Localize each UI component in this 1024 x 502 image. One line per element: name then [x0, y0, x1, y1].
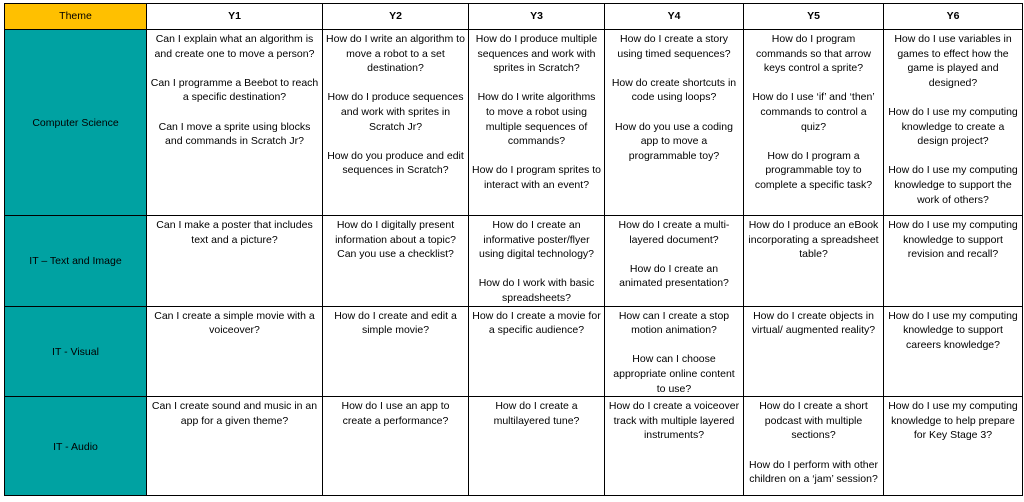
question: How do create shortcuts in code using loops?	[611, 76, 737, 104]
cell-y2	[323, 216, 469, 307]
question: How do I use ‘if’ and ‘then’ commands to control a quiz?	[752, 91, 875, 133]
cell-y5	[744, 306, 884, 397]
cell-y1	[147, 306, 323, 397]
question: Can I explain what an algorithm is and create one to move a person?	[154, 33, 315, 60]
cell-y6	[884, 306, 1023, 397]
curriculum-table	[4, 3, 1023, 496]
question: How do I produce sequences and work with sprites in Scratch Jr?	[327, 91, 464, 133]
cell-y3	[469, 30, 605, 216]
question: Can I create a simple movie with a voiceover?	[154, 309, 315, 337]
question: Can I create sound and music in an app for a given theme?	[151, 400, 318, 427]
question: How do I create a story using timed sequences?	[617, 33, 731, 60]
question: How do I use my computing knowledge to create a design project?	[888, 105, 1018, 148]
year-header-y2: Y2	[323, 4, 469, 30]
question: How do I program commands so that arrow keys control a sprite?	[756, 33, 871, 75]
question: How do I create a short podcast with multiple sections?	[759, 400, 868, 442]
question: How can I create a stop motion animation?	[618, 309, 730, 337]
table-row-it-visual	[5, 306, 1023, 397]
cell-y5	[744, 397, 884, 496]
year-header-y1: Y1	[147, 4, 323, 30]
question: How do I write an algorithm to move a robot to a set destination?	[326, 33, 465, 75]
question: Can I programme a Beebot to reach a specific destination?	[150, 76, 319, 104]
cell-y3	[469, 397, 605, 496]
cell-y6	[884, 30, 1023, 216]
question: How do I program sprites to interact with an event?	[472, 164, 601, 191]
question: How do I use my computing knowledge to help prepare for Key Stage 3?	[888, 400, 1018, 442]
cell-y1	[147, 397, 323, 496]
question: How do I create objects in virtual/ augmented reality?	[751, 309, 876, 337]
question: How do I use an app to create a performance?	[341, 400, 450, 427]
year-header-y5: Y5	[744, 4, 884, 30]
question: How do I create a movie for a specific audience?	[472, 309, 601, 337]
question: Can I move a sprite using blocks and commands in Scratch Jr?	[158, 120, 311, 148]
question: How do you produce and edit sequences in Scratch?	[327, 149, 464, 177]
question: How do I perform with other children on a ‘jam’ session?	[749, 458, 878, 486]
question: How do I produce multiple sequences and work with sprites in Scratch?	[475, 33, 598, 75]
question: How do I create an informative poster/flyer using digital technology?	[479, 219, 594, 261]
cell-y5	[744, 216, 884, 307]
question: How do I create a multi-layered document?	[618, 219, 730, 246]
question: How do you use a coding app to move a programmable toy?	[615, 120, 733, 162]
cell-y1	[147, 30, 323, 216]
year-header-y3: Y3	[469, 4, 605, 30]
cell-y4	[605, 397, 744, 496]
theme-cell: IT – Text and Image	[5, 216, 147, 307]
cell-y3	[469, 306, 605, 397]
question: Can I make a poster that includes text and a picture?	[156, 219, 313, 246]
year-header-y4: Y4	[605, 4, 744, 30]
question: How do I write algorithms to move a robot using multiple sequences of commands?	[477, 91, 596, 148]
question: How do I create a voiceover track with multiple layered instruments?	[608, 400, 740, 442]
cell-y5	[744, 30, 884, 216]
table-row-it-audio	[5, 397, 1023, 496]
question: How do I produce an eBook incorporating a spreadsheet table?	[748, 219, 879, 261]
theme-cell: IT - Audio	[5, 397, 147, 496]
question: How do I create a multilayered tune?	[493, 400, 580, 427]
question: How do I create an animated presentation?	[619, 262, 729, 290]
table-row-it-text-and-image	[5, 216, 1023, 307]
question: How do I work with basic spreadsheets?	[478, 277, 595, 304]
header-row	[5, 4, 1023, 30]
cell-y6	[884, 216, 1023, 307]
table-row-computer-science	[5, 30, 1023, 216]
question: How do I digitally present information about a topic?	[335, 219, 456, 246]
cell-y6	[884, 397, 1023, 496]
cell-y2	[323, 30, 469, 216]
cell-y1	[147, 216, 323, 307]
question: How can I choose appropriate online content to use?	[613, 353, 735, 395]
question: How do I use my computing knowledge to support revision and recall?	[888, 219, 1018, 261]
cell-y4	[605, 216, 744, 307]
question: How do I use my computing knowledge to support the work of others?	[888, 164, 1018, 206]
question: How do I program a programmable toy to complete a specific task?	[754, 149, 873, 191]
question: How do I use my computing knowledge to support careers knowledge?	[888, 309, 1018, 351]
cell-y4	[605, 30, 744, 216]
cell-y3	[469, 216, 605, 307]
theme-header: Theme	[5, 4, 147, 30]
cell-y4	[605, 306, 744, 397]
theme-cell: Computer Science	[5, 30, 147, 216]
theme-cell: IT - Visual	[5, 306, 147, 397]
question: How do I create and edit a simple movie?	[334, 309, 457, 337]
question: How do I use variables in games to effect how the game is played and designed?	[894, 33, 1012, 89]
year-header-y6: Y6	[884, 4, 1023, 30]
question: Can you use a checklist?	[337, 248, 454, 261]
cell-y2	[323, 306, 469, 397]
cell-y2	[323, 397, 469, 496]
